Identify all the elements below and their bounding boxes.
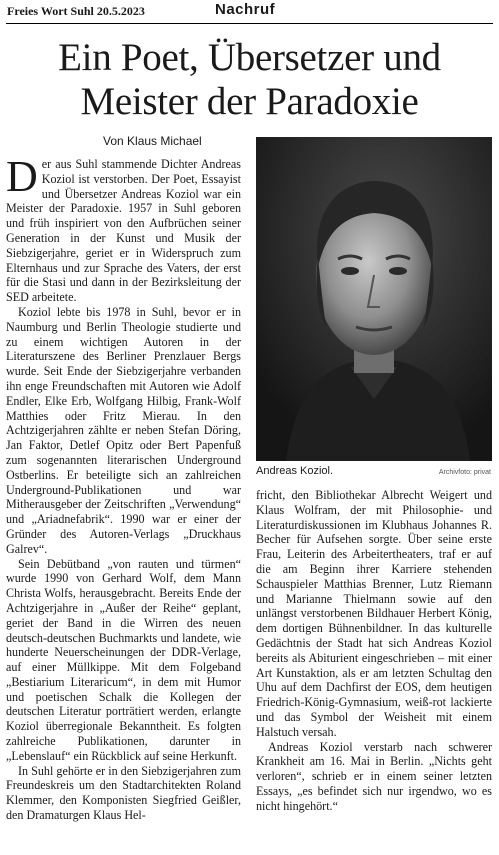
paragraph-5: fricht, den Bibliothekar Albrecht Weigert und Klaus Wolfram, der mit Philosophie- und Literaturdiskussionen im Klubhaus Johannes R. Becher für Aufsehen sorgte. Über seine erste Frau, Leiterin des Arbeitertheaters, traf er auf die am Beginn ihrer Karriere stehenden Schauspieler Matthias Brenner, Lutz Riemann und Marianne Thielmann sowie auf den unlängst verstorbenen Bildhauer Herbert König, dem dortigen Bühnenbildner. In das kulturelle Gedächtnis der Stadt hat sich Andreas Koziol bereits als Abiturient eingeschrieben – mit einer Art Kunstaktion, als er am letzten Schultag den Uhu auf dem Dachfirst der EOS, dem heutigen Friedrich-König-Gymnasium, weiß-rot lackierte und das Symbol der Weisheit mit einem Halstuch versah. xyxy=(256,488,492,739)
article-column-left xyxy=(6,157,241,853)
paragraph-2: Koziol lebte bis 1978 in Suhl, bevor er in Naumburg und Berlin Theologie studierte und zu einem wichtigen Autoren in der Literaturszene des Berliner Prenzlauer Bergs wurde. Seit Ende der Siebzigerjahre verbanden ihn enge Freundschaften mit Autoren wie Adolf Endler, Elke Erb, Wolfgang Hilbig, Frank-Wolf Matthies oder Fritz Mierau. In den Achtzigerjahren zählte er neben Stefan Döring, Jan Faktor, Detlef Opitz oder Bert Papenfuß zum sogenannten literarischen Underground Ostberlins. Er beteiligte sich an zahlreichen Underground-Publikationen und war Mitherausgeber der Zeitschriften „Verwendung“ und „Ariadnefabrik“. 1990 war er einer der Gründer des Autoren-Verlags „Druckhaus Galrev“. xyxy=(6,304,241,556)
header-rule xyxy=(6,23,493,24)
paragraph-4: In Suhl gehörte er in den Siebzigerjahren zum Freundeskreis um den Stadtarchitekten Roland Klemmer, den Komponisten Siegfried Geißler, den Dramaturgen Klaus Hel- xyxy=(6,763,241,823)
photo-credit: Archivfoto: privat xyxy=(438,469,491,476)
photo-caption: Andreas Koziol. xyxy=(256,465,334,477)
byline: Von Klaus Michael xyxy=(103,134,202,148)
drop-cap: D xyxy=(6,157,38,201)
headline: Ein Poet, Übersetzer und Meister der Paradoxie xyxy=(58,36,441,123)
article-column-right xyxy=(256,488,492,853)
section-title: Nachruf xyxy=(215,1,276,18)
page-header xyxy=(0,0,499,24)
paragraph-3: Sein Debütband „von rauten und türmen“ wurde 1990 von Gerhard Wolf, dem Mann Christa Wolfs, herausgebracht. Bereits Ende der Achtzigerjahre in „Außer der Reihe“ geplant, geriet der Band in die Wirren des neuen deutsch-deutschen Buchmarkts und landete, wie hunderte Neuerscheinungen der DDR-Verlage, auf einer Müllkippe. Mit dem Folgeband „Bestiarium Literaricum“, in dem mit Humor und poetischen Schalk die Kollegen der deutschen Literatur porträtiert werden, erlangte Koziol überregionale Bekanntheit. Es folgten zahlreiche Publikationen, darunter in „Lebenslauf“ ein Rückblick auf seine Herkunft. xyxy=(6,556,241,763)
portrait-photo xyxy=(256,137,492,461)
newspaper-dateline: Freies Wort Suhl 20.5.2023 xyxy=(7,4,145,18)
paragraph-1: Der aus Suhl stammende Dichter Andreas Koziol ist verstorben. Der Poet, Essayist und Übersetzer Andreas Koziol war ein Meister der Paradoxie. 1957 in Suhl geboren und früh inspiriert von den Aufbrüchen seiner Generation in der Kunst und Musik der Siebzigerjahre, geriet er in Widerspruch zum Elternhaus und zur Sprache des Vaters, der erst für die Stasi und dann in der Bezirksleitung der SED arbeitete. xyxy=(6,157,241,305)
portrait-image xyxy=(256,137,492,461)
paragraph-6: Andreas Koziol verstarb nach schwerer Krankheit am 16. Mai in Berlin. „Nichts geht verloren“, schrieb er in einem seiner letzten Essays, „es befindet sich nur irgendwo, wo es nicht hingehört.“ xyxy=(256,739,492,813)
